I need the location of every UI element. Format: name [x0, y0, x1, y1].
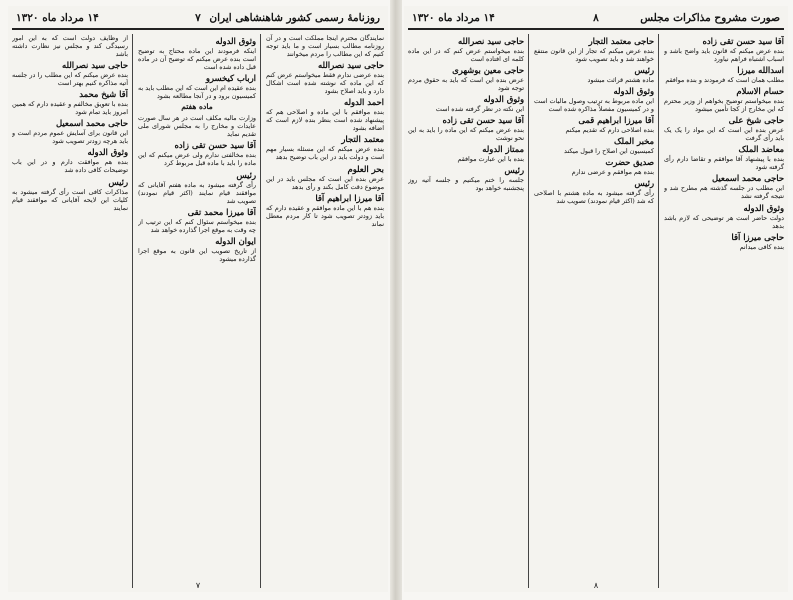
paragraph-text: بنده هم با این ماده موافقم و عقیده دارم که باید زودتر تصویب شود تا کار مردم معطل نماند — [266, 203, 384, 228]
speaker-name: وثوق الدوله — [743, 202, 784, 213]
speaker-name: آقا سید حسن تقی زاده — [174, 140, 256, 151]
speaker-name: حاجی شیخ علی — [728, 115, 784, 126]
right-header-date: ۱۴ مرداد ماه ۱۳۲۰ — [412, 12, 495, 24]
paragraph-text: بنده هم موافقت دارم و در این باب توضیحات کافی داده شد — [12, 158, 128, 175]
left-column-left — [12, 34, 128, 588]
left-page — [8, 6, 388, 592]
speaker-name: حاجی سید نصرالله — [317, 60, 384, 71]
speaker-name: وثوق الدوله — [483, 94, 524, 105]
left-column-middle — [138, 34, 256, 588]
speaker-name: رئیس — [634, 65, 654, 76]
speaker-name: آقا سید حسن تقی زاده — [702, 36, 784, 46]
right-footer-page-number: ۸ — [593, 581, 599, 590]
speaker-name: آقا میرزا محمد تقی — [187, 206, 256, 217]
speaker-name: حاجی سید نصرالله — [61, 60, 128, 71]
speaker-name: وثوق الدوله — [215, 36, 256, 46]
paragraph-text: از وظایف دولت است که به این امور رسیدگی کند و مجلس نیز نظارت داشته باشد — [12, 34, 128, 59]
paragraph-text: بنده اصلاحی دارم که تقدیم میکنم — [565, 126, 654, 135]
paragraph-text: اینکه فرمودند این ماده محتاج به توضیح است بنده عرض میکنم که توضیح آن در ماده قبل داده شده است — [138, 47, 256, 72]
right-column-right — [664, 34, 784, 588]
speaker-name: آقا میرزا ابراهیم آقا — [315, 192, 384, 203]
column-rule — [132, 34, 133, 588]
paragraph-text: رأی گرفته میشود به ماده هشتم با اصلاحی که شد (اکثر قیام نمودند) تصویب شد — [534, 189, 654, 206]
speaker-name: وثوق الدوله — [613, 86, 654, 97]
paragraph-text: این ماده مربوط به ترتیب وصول مالیات است و در کمیسیون مفصلاً مذاکره شده است — [534, 97, 654, 114]
paragraph-text: رأی گرفته میشود به ماده هفتم آقایانی که موافقند قیام نمایند (اکثر قیام نمودند) تصویب شد — [138, 180, 256, 205]
speaker-name: معتمد التجار — [341, 134, 384, 145]
paragraph-text: این نکته در نظر گرفته شده است — [435, 105, 524, 114]
speaker-name: معاضد الملک — [738, 144, 784, 155]
speaker-name: آقا شیخ محمد — [79, 89, 128, 100]
speaker-name: رئیس — [634, 178, 654, 189]
paragraph-text: بنده با این عبارت موافقم — [457, 155, 524, 164]
paragraph-text: بنده هم موافقم و عرضی ندارم — [571, 168, 654, 177]
right-column-left — [408, 34, 524, 588]
paragraph-text: وزارت مالیه مکلف است در هر سال صورت عایدات و مخارج را به مجلس شورای ملی تقدیم نماید — [138, 114, 256, 139]
speaker-name: وثوق الدوله — [87, 147, 128, 158]
speaker-name: حاجی محمد اسمعیل — [56, 118, 128, 129]
paragraph-text: بنده میخواستم سئوال کنم که این ترتیب از چه وقت به موقع اجرا گذارده خواهد شد — [138, 217, 256, 234]
paragraph-text: مذاکرات کافی است رأی گرفته میشود به کلیات این لایحه آقایانی که موافقند قیام نمایند — [12, 187, 128, 212]
paragraph-text: این مطلب در جلسه گذشته هم مطرح شد و نتیجه گرفته نشد — [664, 184, 784, 201]
paragraph-text: بنده مخالفتی ندارم ولی عرض میکنم که این ماده را باید با ماده قبل مربوط کرد — [138, 151, 256, 168]
paragraph-text: بنده موافقم با این ماده و اصلاحی هم که پیشنهاد شده است بنظر بنده لازم است که اضافه بشود — [266, 108, 384, 133]
paragraph-text: بنده با تعویق مخالفم و عقیده دارم که همین امروز باید تمام شود — [12, 100, 128, 117]
speaker-name: ممتاز الدوله — [482, 144, 524, 155]
speaker-name: ارباب کیخسرو — [205, 73, 256, 84]
paragraph-text: این قانون برای آسایش عموم مردم است و باید هرچه زودتر تصویب شود — [12, 129, 128, 146]
paragraph-text: عرض بنده این است که این مواد را یک یک باید رأی گرفت — [664, 126, 784, 143]
speaker-name: رئیس — [236, 169, 256, 180]
paragraph-text: عرض بنده این است که باید به حقوق مردم توجه شود — [408, 76, 524, 93]
paragraph-text: بنده عرض میکنم که این ماده را باید به این نحو نوشت — [408, 126, 524, 143]
speaker-name: حسام الاسلام — [736, 86, 784, 97]
paragraph-text: کمیسیون این اصلاح را قبول میکند — [564, 147, 654, 156]
right-page-body — [408, 34, 784, 588]
paragraph-text: بنده عقیده ام این است که این مطلب باید به کمیسیون برود و در آنجا مطالعه بشود — [138, 84, 256, 101]
right-column-middle — [534, 34, 654, 588]
left-page-header — [12, 10, 384, 30]
right-page-header — [408, 10, 784, 30]
speaker-name: اسدالله میرزا — [737, 65, 784, 76]
column-rule — [260, 34, 261, 588]
speaker-name: حاجی محمد اسمعیل — [712, 173, 784, 184]
speaker-name: آقا میرزا ابراهیم قمی — [578, 115, 654, 126]
right-header-title: صورت مشروح مذاکرات مجلس — [640, 12, 780, 24]
section-heading: ماده هفتم — [181, 102, 213, 112]
speaker-name: صدیق حضرت — [605, 157, 654, 168]
paragraph-text: دولت حاضر است هر توضیحی که لازم باشد بدهد — [664, 213, 784, 230]
paragraph-text: بنده عرض میکنم که این مسئله بسیار مهم است و دولت باید در این باب توضیح بدهد — [266, 145, 384, 162]
paragraph-text: بنده میخواستم عرض کنم که در این ماده کلمه ای افتاده است — [408, 47, 524, 64]
left-header-page-number: ۷ — [195, 12, 201, 24]
paragraph-text: بنده میخواستم توضیح بخواهم از وزیر محترم که این مخارج از کجا تأمین میشود — [664, 97, 784, 114]
paragraph-text: عرض بنده این است که مجلس باید در این موضوع دقت کامل بکند و رأی بدهد — [266, 174, 384, 191]
paragraph-text: ماده هشتم قرائت میشود — [587, 76, 654, 85]
paragraph-text: مطلب همان است که فرمودند و بنده موافقم — [665, 76, 784, 85]
speaker-name: حاجی معین بوشهری — [452, 65, 524, 76]
left-header-title: روزنامهٔ رسمی کشور شاهنشاهی ایران — [209, 12, 380, 24]
right-header-page-number: ۸ — [593, 12, 599, 24]
left-page-body — [12, 34, 384, 588]
left-header-date: ۱۴ مرداد ماه ۱۳۲۰ — [16, 12, 99, 24]
speaker-name: رئیس — [504, 165, 524, 176]
speaker-name: آقا سید حسن تقی زاده — [442, 115, 524, 126]
paragraph-text: از تاریخ تصویب این قانون به موقع اجرا گذارده میشود — [138, 246, 256, 263]
speaker-name: حاجی معتمد التجار — [588, 36, 654, 46]
speaker-name: احمد الدوله — [343, 97, 384, 108]
speaker-name: حاجی میرزا آقا — [731, 231, 784, 242]
paragraph-text: نمایندگان محترم اینجا مملکت است و در آن روزنامه مطالب بسیار است و ما باید توجه کنیم که این مطالب را مردم میخوانند — [266, 34, 384, 59]
column-rule — [528, 34, 529, 588]
speaker-name: مخبر الملک — [614, 136, 654, 147]
left-column-right — [266, 34, 384, 588]
book-gutter — [390, 0, 402, 600]
paragraph-text: بنده عرضی ندارم فقط میخواستم عرض کنم که این ماده که نوشته شده است اشکال دارد و باید اصلاح بشود — [266, 71, 384, 96]
right-page — [404, 6, 788, 592]
speaker-name: حاجی سید نصرالله — [457, 36, 524, 46]
paragraph-text: جلسه را ختم میکنیم و جلسه آتیه روز پنجشنبه خواهد بود — [408, 176, 524, 193]
speaker-name: ایوان الدوله — [215, 235, 256, 246]
paragraph-text: بنده کافی میدانم — [739, 242, 784, 251]
paragraph-text: بنده عرض میکنم که این مطلب را در جلسه آتیه مذاکره کنیم بهتر است — [12, 71, 128, 88]
paragraph-text: بنده عرض میکنم که قانون باید واضح باشد و اسباب اشتباه فراهم نیاورد — [664, 47, 784, 64]
paragraph-text: بنده عرض میکنم که تجار از این قانون منتفع خواهند شد و باید تصویب شود — [534, 47, 654, 64]
column-rule — [658, 34, 659, 588]
speaker-name: رئیس — [108, 176, 128, 187]
left-footer-page-number: ۷ — [195, 581, 201, 590]
speaker-name: بحر العلوم — [347, 163, 384, 174]
paragraph-text: بنده با پیشنهاد آقا موافقم و تقاضا دارم رأی گرفته شود — [664, 155, 784, 172]
